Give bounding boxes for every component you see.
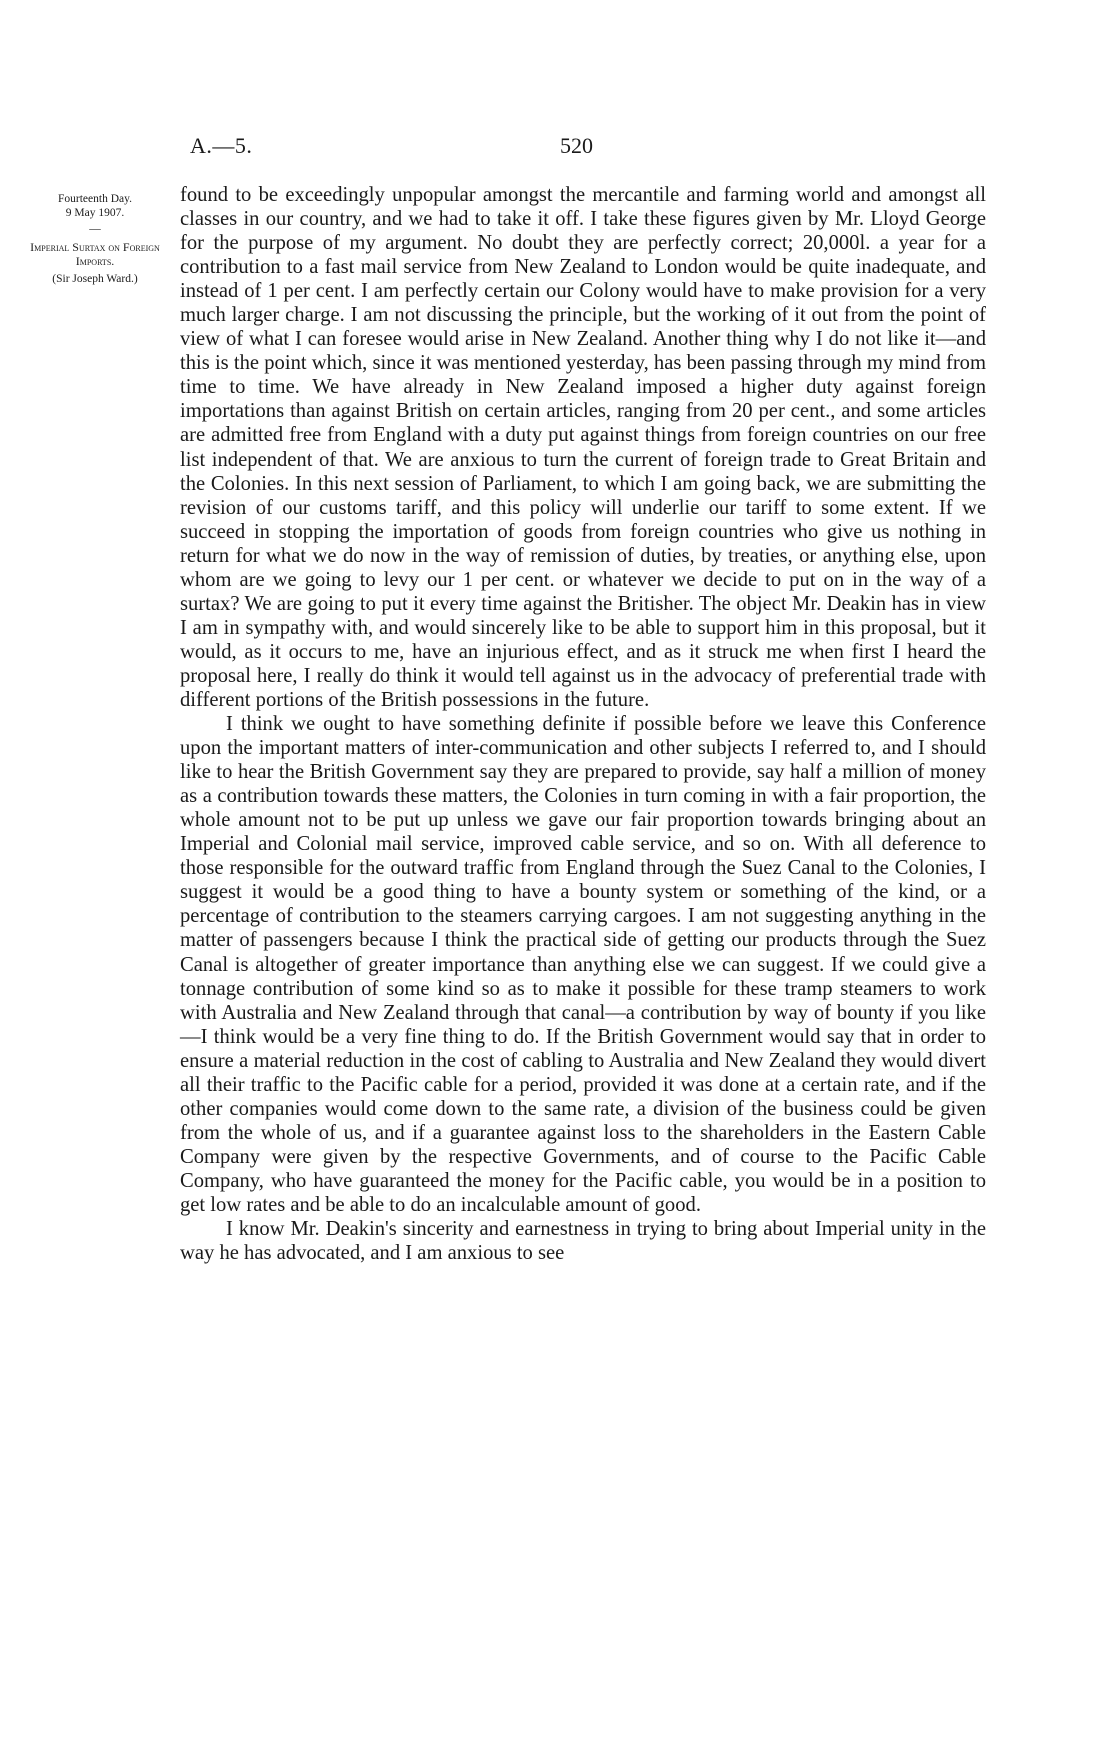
margin-notes: [20, 192, 170, 286]
margin-note-topic: Imperial Surtax on Foreign Imports.: [30, 240, 160, 268]
paragraph-1: found to be exceedingly unpopular amongst the mercantile and farming world and amongst all classes in our country, and we had to take it off. I take these figures given by Mr. Lloyd George for the purpose of my argument. No doubt they are perfectly correct; 20,000l. a year for a contribution to a fast mail service from New Zealand to London would be quite inadequate, and instead of 1 per cent. I am perfectly certain our Colony would have to make provision for a very much larger charge. I am not discussing the principle, but the working of it out from the point of view of what I can foresee would arise in New Zealand. Another thing why I do not like it—and this is the point which, since it was mentioned yesterday, has been passing through my mind from time to time. We have already in New Zealand imposed a higher duty against foreign importations than against British on certain articles, ranging from 20 per cent., and some articles are admitted free from England with a duty put against things from foreign countries on our free list independent of that. We are anxious to turn the current of foreign trade to Great Britain and the Colonies. In this next session of Parliament, to which I am going back, we are submitting the revision of our customs tariff, and this policy will underlie our tariff to some extent. If we succeed in stopping the importation of goods from foreign countries who give us nothing in return for what we do now in the way of remission of duties, by treaties, or anything else, upon whom are we going to levy our 1 per cent. or whatever we decide to put on in the way of a surtax? We are going to put it every time against the Britisher. The object Mr. Deakin has in view I am in sympathy with, and would sincerely like to be able to support him in this proposal, but it would, as it occurs to me, have an injurious effect, and as it struck me when first I heard the proposal here, I really do think it would tell against us in the advocacy of preferential trade with different portions of the British possessions in the future.: [180, 184, 986, 711]
margin-note-day: Fourteenth Day.: [58, 193, 132, 205]
paragraph-3: I know Mr. Deakin's sincerity and earnestness in trying to bring about Imperial unity in the way he has advocated, and I am anxious to see: [180, 1218, 986, 1265]
document-reference: A.—5.: [190, 133, 253, 158]
margin-note-speaker: (Sir Joseph Ward.): [52, 273, 138, 285]
margin-note-date: 9 May 1907.: [65, 207, 125, 219]
page-number: 520: [560, 133, 593, 158]
body-text: [180, 183, 986, 1265]
margin-note-dash: —: [89, 223, 101, 235]
paragraph-2: I think we ought to have something definite if possible before we leave this Conference upon the important matters of inter-communication and other subjects I referred to, and I should like to hear the British Government say they are prepared to provide, say half a million of money as a contribution towards these matters, the Colonies in turn coming in with a fair proportion, the whole amount not to be put up unless we gave our fair proportion towards bringing about an Imperial and Colonial mail service, improved cable service, and so on. With all deference to those responsible for the outward traffic from England through the Suez Canal to the Colonies, I suggest it would be a good thing to have a bounty system or something of the kind, or a percentage of contribution to the steamers carrying cargoes. I am not suggesting anything in the matter of passengers because I think the practical side of getting our products through the Suez Canal is altogether of greater importance than anything else we can suggest. If we could give a tonnage contribution of some kind so as to make it possible for these tramp steamers to work with Australia and New Zealand through that canal—a contribution by way of bounty if you like—I think would be a very fine thing to do. If the British Government would say that in order to ensure a material reduction in the cost of cabling to Australia and New Zealand they would divert all their traffic to the Pacific cable for a period, provided it was done at a certain rate, and if the other companies would come down to the same rate, a division of the business could be given from the whole of us, and if a guarantee against loss to the shareholders in the Eastern Cable Company were given by the respective Governments, and of course to the Pacific Cable Company, who have guaranteed the money for the Pacific cable, you would be in a position to get low rates and be able to do an incalculable amount of good.: [180, 713, 986, 1216]
